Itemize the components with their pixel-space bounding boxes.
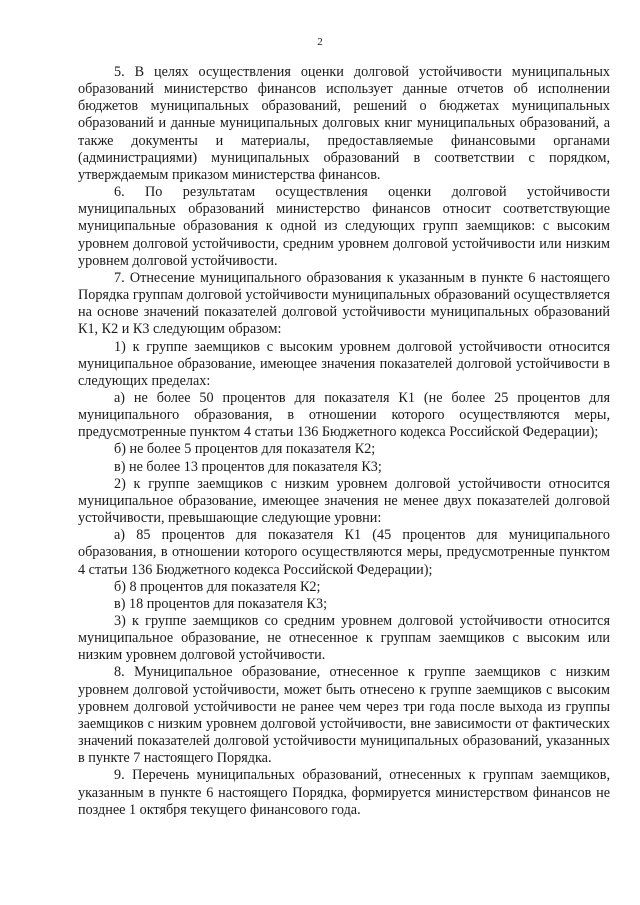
paragraph-7-item-2: 2) к группе заемщиков с низким уровнем долговой устойчивости относится муниципальное образование, имеющее значения не менее двух показателей долговой устойчивости, превышающие следующие уровни: [78,475,610,527]
document-body [78,64,610,819]
paragraph-7-item-2-a: а) 85 процентов для показателя К1 (45 процентов для муниципального образования, в отношении которого осуществляются меры, предусмотренные пунктом 4 статьи 136 Бюджетного кодекса Российской Федерации); [78,527,610,578]
paragraph-7-item-1-a: а) не более 50 процентов для показателя К1 (не более 25 процентов для муниципального образования, в отношении которого осуществляются меры, предусмотренные пунктом 4 статьи 136 Бюджетного кодекса Российской Федерации); [78,389,610,441]
paragraph-7: 7. Отнесение муниципального образования к указанным в пункте 6 настоящего Порядка группам долговой устойчивости муниципальных образований осуществляется на основе значений показателей долговой устойчивости муниципальных образований К1, К2 и К3 следующим образом: [78,269,610,338]
paragraph-6: 6. По результатам осуществления оценки долговой устойчивости муниципальных образований министерство финансов относит соответствующие муниципальные образования к одной из следующих групп заемщиков: с высоким уровнем долговой устойчивости, средним уровнем долговой устойчивости или низким уровнем долговой устойчивости. [78,184,610,269]
paragraph-5: 5. В целях осуществления оценки долговой устойчивости муниципальных образований министерство финансов использует данные отчетов об исполнении бюджетов муниципальных образований, решений о бюджетах муниципальных образований и данные муниципальных долговых книг муниципальных образований, а также документы и материалы, предоставляемые финансовыми органами (администрациями) муниципальных образований в соответствии с порядком, утверждаемым приказом министерства финансов. [78,64,610,183]
paragraph-7-item-2-c: в) 18 процентов для показателя К3; [114,595,328,612]
paragraph-8: 8. Муниципальное образование, отнесенное к группе заемщиков с низким уровнем долговой устойчивости, может быть отнесено к группе заемщиков с высоким уровнем долговой устойчивости не ранее чем через три года после выхода из группы заемщиков с низким уровнем долговой устойчивости, вне зависимости от фактических значений показателей долговой устойчивости муниципальных образований, указанных в пункте 7 настоящего Порядка. [78,664,610,767]
paragraph-9: 9. Перечень муниципальных образований, отнесенных к группам заемщиков, указанным в пункте 6 настоящего Порядка, формируется министерством финансов не позднее 1 октября текущего финансового года. [78,767,610,818]
paragraph-7-item-2-b: б) 8 процентов для показателя К2; [114,578,321,595]
paragraph-7-item-3: 3) к группе заемщиков со средним уровнем долговой устойчивости относится муниципальное образование, не отнесенное к группам заемщиков с высоким или низким уровнем долговой устойчивости. [78,613,610,664]
page-number: 2 [317,36,323,48]
paragraph-7-item-1-b: б) не более 5 процентов для показателя К2; [114,441,376,458]
paragraph-7-item-1-c: в) не более 13 процентов для показателя К3; [114,458,382,475]
paragraph-7-item-1: 1) к группе заемщиков с высоким уровнем долговой устойчивости относится муниципальное образование, имеющее значения показателей долговой устойчивости в следующих пределах: [78,338,610,389]
